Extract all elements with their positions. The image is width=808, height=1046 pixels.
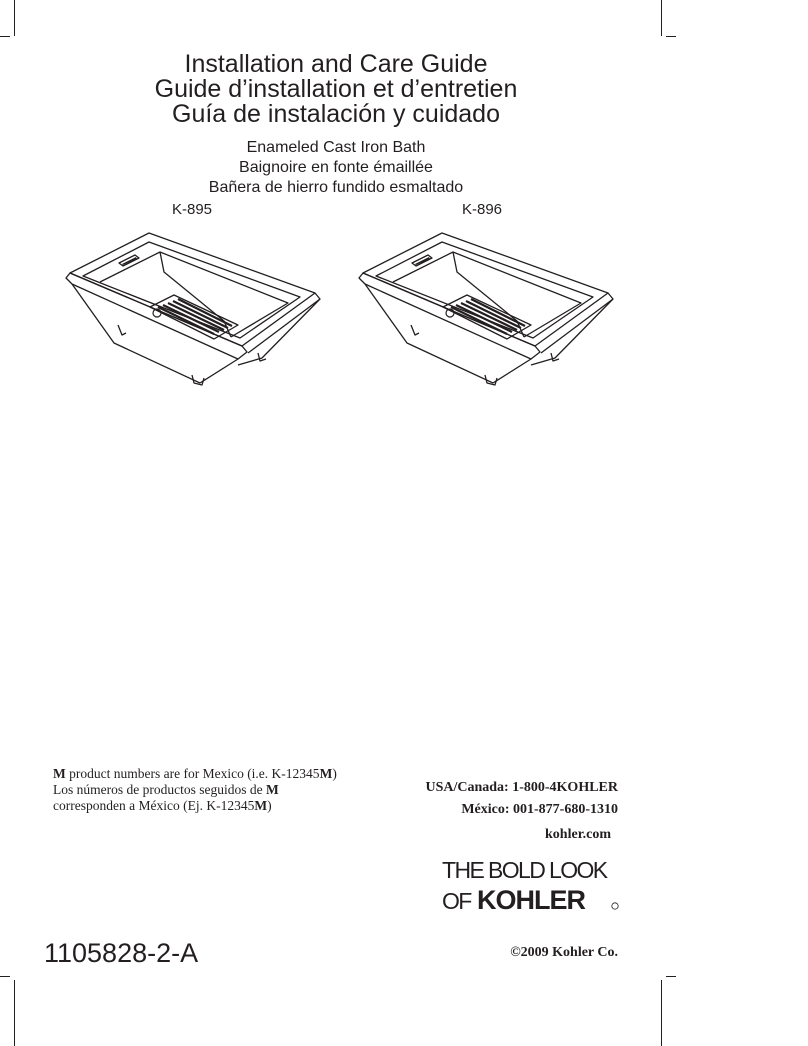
crop-mark	[666, 36, 676, 37]
crop-mark	[0, 36, 10, 37]
crop-mark	[661, 0, 662, 36]
subtitle-spanish: Bañera de hierro fundido esmaltado	[208, 179, 464, 196]
guide-titles	[130, 52, 542, 127]
bathtub-illustration-k896	[355, 225, 640, 390]
note-line: Los números de productos seguidos de M	[53, 782, 279, 797]
product-subtitles	[130, 138, 542, 198]
document-number: 1105828-2-A	[44, 938, 199, 968]
title-spanish: Guía de instalación y cuidado	[172, 100, 500, 128]
crop-mark	[0, 976, 10, 977]
crop-mark	[14, 0, 15, 36]
phone-usa-canada: USA/Canada: 1-800-4KOHLER	[425, 780, 618, 795]
copyright: ©2009 Kohler Co.	[510, 945, 618, 960]
svg-text:OF: OF	[442, 888, 471, 914]
model-label-k895: K-895	[172, 201, 213, 218]
bathtub-illustration-k895	[62, 225, 347, 390]
subtitle-french: Baignoire en fonte émaillée	[239, 159, 433, 176]
model-label-k896: K-896	[462, 201, 503, 218]
svg-text:THE BOLD LOOK: THE BOLD LOOK	[442, 857, 607, 883]
phone-mexico: México: 001-877-680-1310	[461, 802, 618, 817]
note-line: M product numbers are for Mexico (i.e. K-12345M)	[53, 766, 337, 781]
subtitle-english: Enameled Cast Iron Bath	[246, 139, 426, 156]
crop-mark	[14, 980, 15, 1046]
website-link[interactable]: kohler.com	[545, 827, 611, 842]
crop-mark	[661, 980, 662, 1046]
note-line: corresponden a México (Ej. K-12345M)	[53, 798, 272, 813]
svg-text:KOHLER: KOHLER	[477, 885, 585, 915]
title-french: Guide d’installation et d’entretien	[154, 75, 518, 103]
title-english: Installation and Care Guide	[184, 50, 488, 78]
crop-mark	[666, 976, 676, 977]
kohler-logo	[440, 852, 625, 916]
